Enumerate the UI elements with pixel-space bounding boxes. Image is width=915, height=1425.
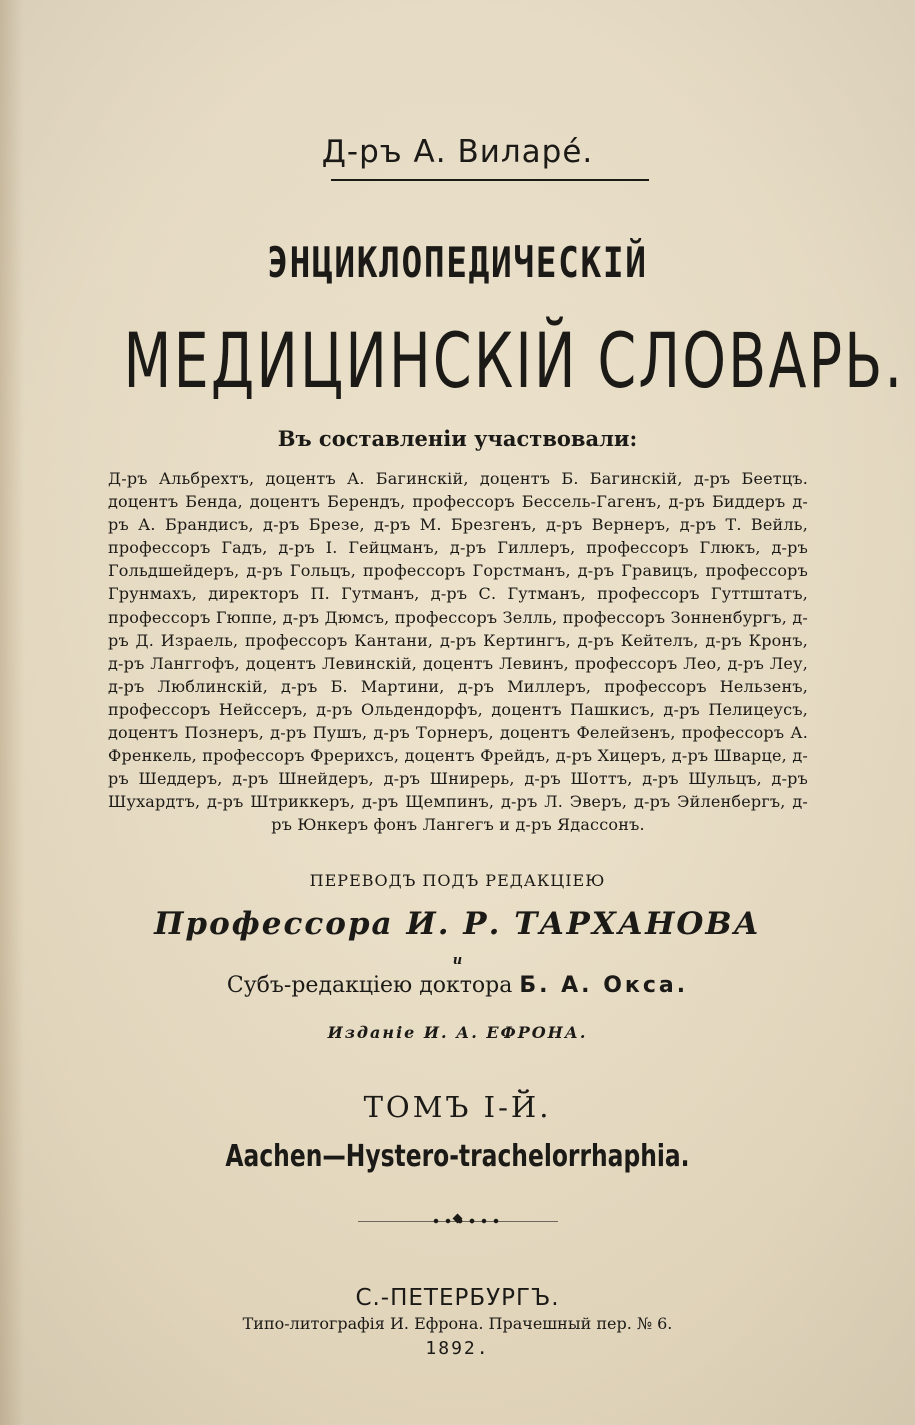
publication-city: С.-ПЕТЕРБУРГЪ. (355, 1285, 560, 1311)
subeditor-prefix: Субъ-редакціею доктора (226, 973, 513, 998)
translation-label: ПЕРЕВОДЪ ПОДЪ РЕДАКЦІЕЮ (309, 871, 606, 890)
subeditor-name: Б. А. Окса. (519, 973, 689, 998)
author-underline (331, 179, 649, 181)
contributors-heading: Въ составленіи участвовали: (277, 426, 638, 451)
conjunction-and: и (452, 953, 463, 968)
contributors-list: Д-ръ Альбрехтъ, доцентъ А. Багинскій, доцентъ Б. Багинскій, д-ръ Беетцъ. доцентъ Бенда, доцентъ Берендъ, профессоръ Бессель-Гагенъ, д-ръ Биддеръ д-ръ А. Брандисъ, д-ръ Брезе, д-ръ М. Брезгенъ, д-ръ Вернеръ, д-ръ Т. Вейль, профессоръ Гадъ, д-ръ І. Гейцманъ, д-ръ Гиллеръ, профессоръ Глюкъ, д-ръ Гольдшейдеръ, д-ръ Гольцъ, профессоръ Горстманъ, д-ръ Гравицъ, профессоръ Грунмахъ, директоръ П. Гутманъ, д-ръ С. Гутманъ, профессоръ Гуттштатъ, профессоръ Гюппе, д-ръ Дюмсъ, профессоръ Зелль, профессоръ Зонненбургъ, д-ръ Д. Израель, профессоръ Кантани, д-ръ Кертингъ, д-ръ Кейтелъ, д-ръ Кронъ, д-ръ Ланггофъ, доцентъ Левинскій, доцентъ Левинъ, профессоръ Лео, д-ръ Леу, д-ръ Люблинскій, д-ръ Б. Мартини, д-ръ Миллеръ, профессоръ Нельзенъ, профессоръ Нейссеръ, д-ръ Ольдендорфъ, доцентъ Пашкисъ, д-ръ Пелицеусъ, доцентъ Познеръ, д-ръ Пушъ, д-ръ Торнеръ, доцентъ Фелейзенъ, профессоръ А. Френкель, профессоръ Фрерихсъ, доцентъ Фрейдъ, д-ръ Хицеръ, д-ръ Шварце, д-ръ Шеддеръ, д-ръ Шнейдеръ, д-ръ Шнирерь, д-ръ Шоттъ, д-ръ Шульцъ, д-ръ Шухардтъ, д-ръ Штриккеръ, д-ръ Щемпинъ, д-ръ Л. Эверъ, д-ръ Эйленбергъ, д-ръ Юнкеръ фонъ Лангегъ и д-ръ Ядассонъ. (108, 469, 808, 835)
editor-name: Профессора И. Р. ТАРХАНОВА (154, 906, 761, 942)
publication-year: 1892. (425, 1338, 490, 1359)
printer-line: Типо-литографія И. Ефрона. Прачешный пер. № 6. (242, 1314, 673, 1333)
subeditor-line (0, 975, 915, 997)
main-title-line-1: ЭНЦИКЛОПЕДИЧЕСКІЙ (267, 238, 648, 287)
author-name: Д-ръ А. Виларé. (321, 134, 594, 170)
volume-number: ТОМЪ І-Й. (363, 1090, 552, 1124)
publisher-line: Изданіе И. А. ЕФРОНА. (327, 1023, 588, 1042)
main-title-line-2: МЕДИЦИНСКІЙ СЛОВАРЬ. (123, 316, 905, 405)
volume-range: Aachen—Hystero-trachelorrhaphia. (225, 1139, 690, 1174)
